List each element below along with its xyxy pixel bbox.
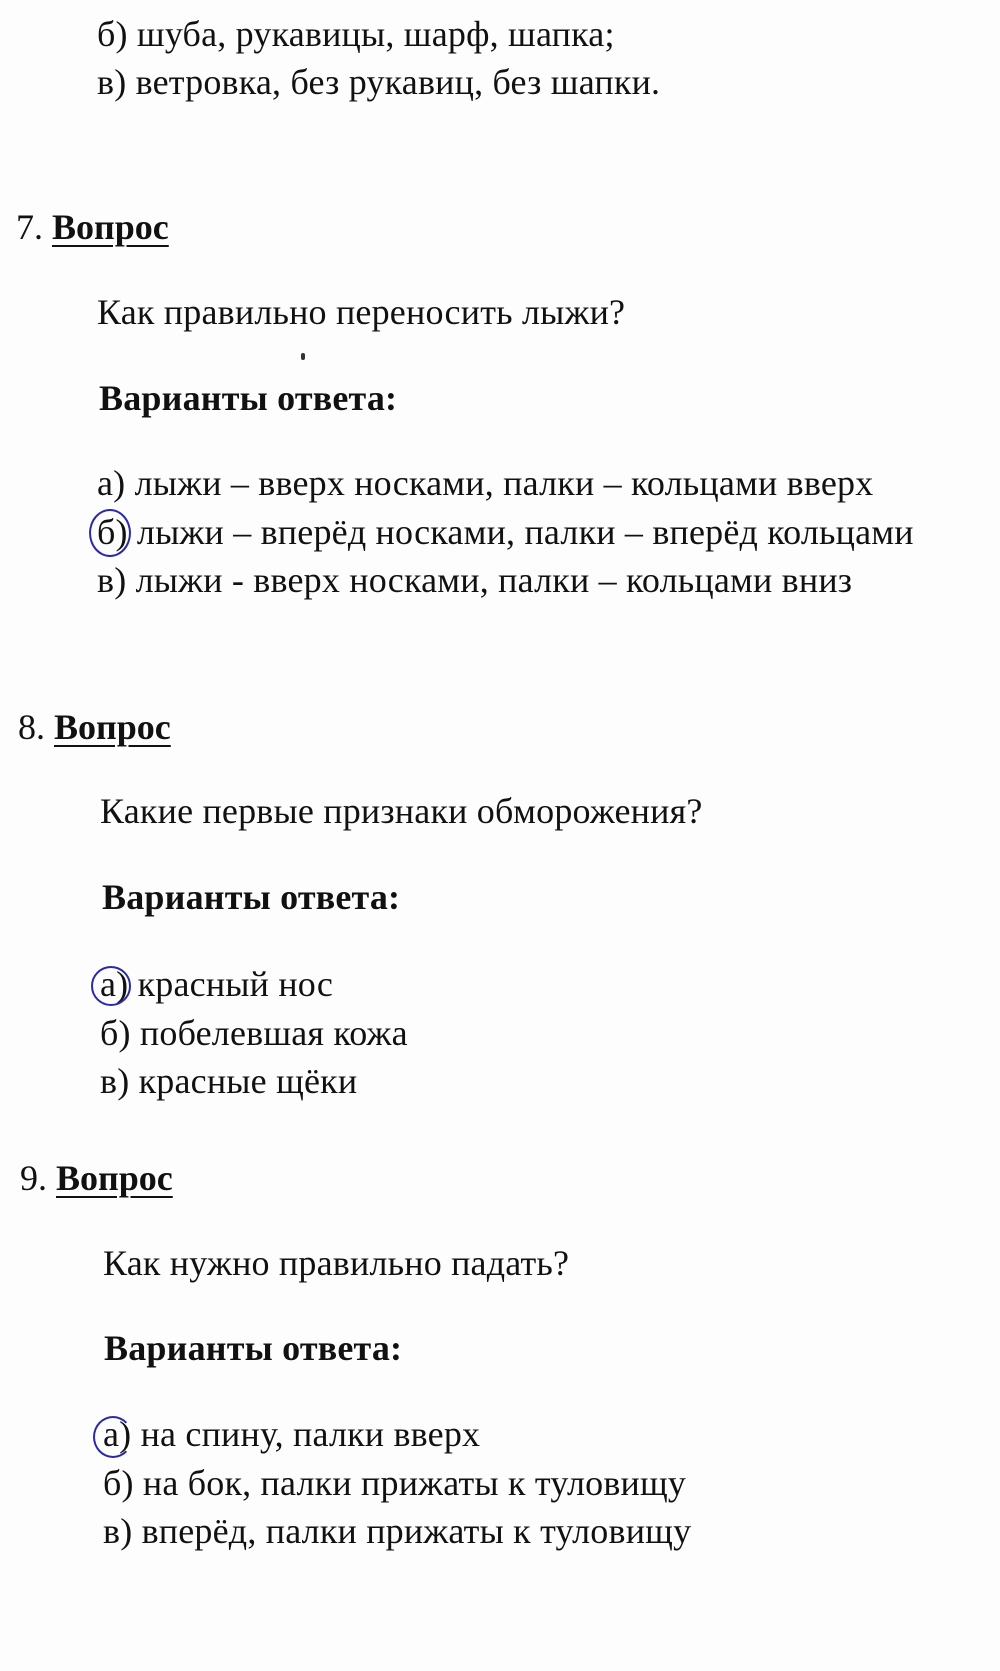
answers-label: Варианты ответа: (104, 1328, 403, 1368)
list-item: в) ветровка, без рукавиц, без шапки. (97, 62, 661, 102)
question-7-text: Как правильно переносить лыжи? (97, 292, 626, 332)
question-9-heading (20, 1156, 173, 1200)
list-item: б) шуба, рукавицы, шарф, шапка; (97, 14, 615, 54)
question-number: 7. (16, 207, 43, 247)
question-title: Вопрос (54, 707, 171, 747)
question-title: Вопрос (52, 207, 169, 247)
option-9c: в) вперёд, палки прижаты к туловищу (103, 1511, 692, 1551)
question-8-text: Какие первые признаки обморожения? (100, 791, 703, 831)
ink-speck (301, 353, 305, 360)
option-7a: а) лыжи – вверх носками, палки – кольцами вверх (97, 463, 874, 503)
option-9a: а) на спину, палки вверх (103, 1414, 481, 1454)
question-number: 8. (18, 707, 45, 747)
question-8-heading (18, 705, 171, 749)
question-7-heading (16, 205, 169, 249)
answers-label: Варианты ответа: (102, 877, 401, 917)
option-8a: а) красный нос (100, 964, 334, 1004)
option-9b: б) на бок, палки прижаты к туловищу (103, 1463, 687, 1503)
answers-label: Варианты ответа: (99, 378, 398, 418)
option-8b: б) побелевшая кожа (100, 1013, 408, 1053)
option-7c: в) лыжи - вверх носками, палки – кольцами вниз (97, 560, 853, 600)
question-number: 9. (20, 1158, 47, 1198)
question-9-text: Как нужно правильно падать? (103, 1243, 570, 1283)
question-title: Вопрос (56, 1158, 173, 1198)
option-7b: б) лыжи – вперёд носками, палки – вперёд кольцами (97, 512, 914, 552)
option-8c: в) красные щёки (100, 1061, 358, 1101)
